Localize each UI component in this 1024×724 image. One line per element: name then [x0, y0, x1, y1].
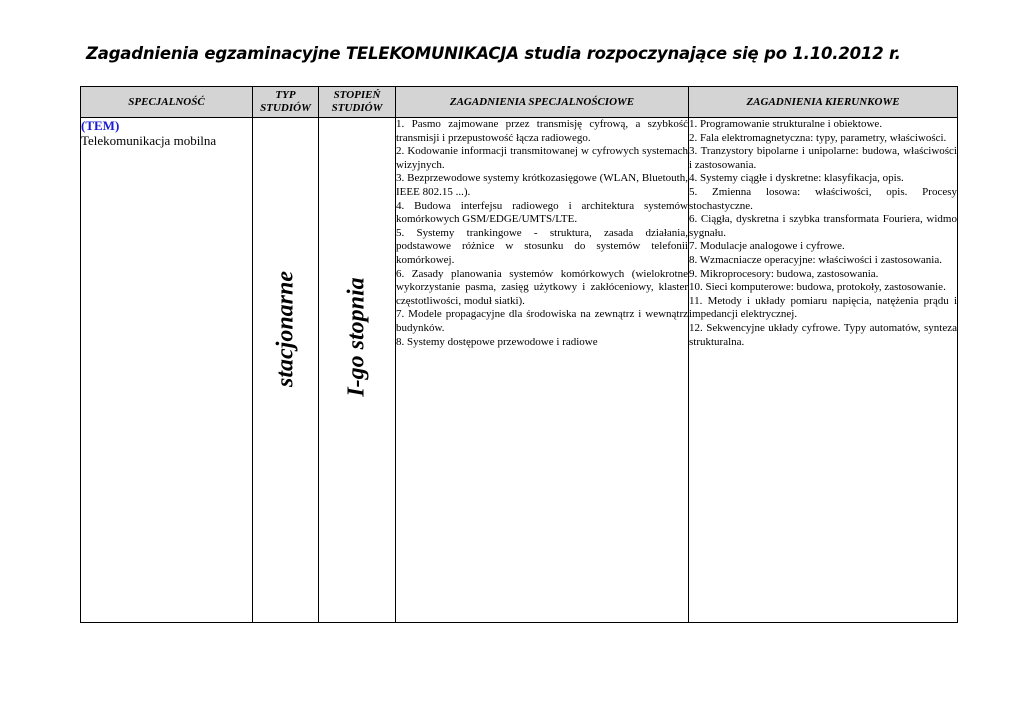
zagadnienia-specjalnosciowe-cell	[396, 118, 689, 623]
stopien-studiow-cell	[319, 118, 396, 623]
list-item: 1. Programowanie strukturalne i obiektowe.	[689, 118, 883, 130]
header-stopien-studiow: STOPIEŃ STUDIÓW	[319, 87, 396, 118]
list-item: 9. Mikroprocesory: budowa, zastosowania.	[689, 267, 879, 280]
exam-topics-table	[80, 86, 958, 623]
list-item: 3. Tranzystory bipolarne i unipolarne: budowa, właściwości i zastosowania.	[689, 145, 957, 171]
typ-studiow-value: stacjonarne	[272, 270, 298, 388]
document-title: Zagadnienia egzaminacyjne TELEKOMUNIKACJA studia rozpoczynające się po 1.10.2012 r.	[86, 44, 901, 63]
zagadnienia-kierunkowe-list	[689, 118, 957, 349]
list-item: 5. Systemy trankingowe - struktura, zasada działania, podstawowe różnice w stosunku do systemów telefonii komórkowej.	[396, 226, 688, 266]
list-item: 6. Zasady planowania systemów komórkowych (wielokrotne wykorzystanie pasma, zasięg użytkowy i zakłóceniowy, klaster częstotliwości, moduł siatki).	[396, 267, 688, 307]
list-item: 8. Systemy dostępowe przewodowe i radiowe	[396, 335, 598, 348]
specjalnosc-cell	[81, 118, 253, 623]
specjalnosc-name: Telekomunikacja mobilna	[81, 133, 217, 148]
list-item: 2. Fala elektromagnetyczna: typy, parametry, właściwości.	[689, 131, 947, 144]
table-header-row	[81, 87, 958, 118]
list-item: 4. Budowa interfejsu radiowego i architektura systemów komórkowych GSM/EDGE/UMTS/LTE.	[396, 199, 688, 226]
header-specjalnosc: SPECJALNOŚĆ	[81, 87, 253, 118]
typ-studiow-cell	[253, 118, 319, 623]
header-zagadnienia-specjalnosciowe: ZAGADNIENIA SPECJALNOŚCIOWE	[396, 87, 689, 118]
stopien-studiow-value: I-go stopnia	[343, 277, 370, 397]
table-row	[81, 118, 958, 623]
list-item: 4. Systemy ciągłe i dyskretne: klasyfikacja, opis.	[689, 172, 904, 185]
header-zagadnienia-kierunkowe: ZAGADNIENIA KIERUNKOWE	[689, 87, 958, 118]
list-item: 3. Bezprzewodowe systemy krótkozasięgowe (WLAN, Bluetouth, IEEE 802.15 ...).	[396, 172, 688, 198]
list-item: 7. Modele propagacyjne dla środowiska na zewnątrz i wewnątrz budynków.	[396, 308, 688, 334]
zagadnienia-specjalnosciowe-list	[396, 118, 688, 349]
list-item: 6. Ciągła, dyskretna i szybka transformata Fouriera, widmo sygnału.	[689, 213, 957, 239]
list-item: 11. Metody i układy pomiaru napięcia, natężenia prądu i impedancji elektrycznej.	[689, 294, 957, 321]
list-item: 8. Wzmacniacze operacyjne: właściwości i zastosowania.	[689, 253, 942, 266]
list-item: 1. Pasmo zajmowane przez transmisję cyfrową, a szybkość transmisji i przepustowość łącza radiowego.	[396, 118, 688, 144]
specjalnosc-code: (TEM)	[81, 118, 120, 133]
list-item: 2. Kodowanie informacji transmitowanej w cyfrowych systemach wizyjnych.	[396, 145, 688, 171]
list-item: 10. Sieci komputerowe: budowa, protokoły, zastosowanie.	[689, 281, 946, 294]
list-item: 12. Sekwencyjne układy cyfrowe. Typy automatów, synteza strukturalna.	[689, 321, 957, 348]
header-typ-studiow: TYP STUDIÓW	[253, 87, 319, 118]
list-item: 7. Modulacje analogowe i cyfrowe.	[689, 240, 845, 253]
list-item: 5. Zmienna losowa: właściwości, opis. Procesy stochastyczne.	[689, 185, 957, 212]
zagadnienia-kierunkowe-cell	[689, 118, 958, 623]
